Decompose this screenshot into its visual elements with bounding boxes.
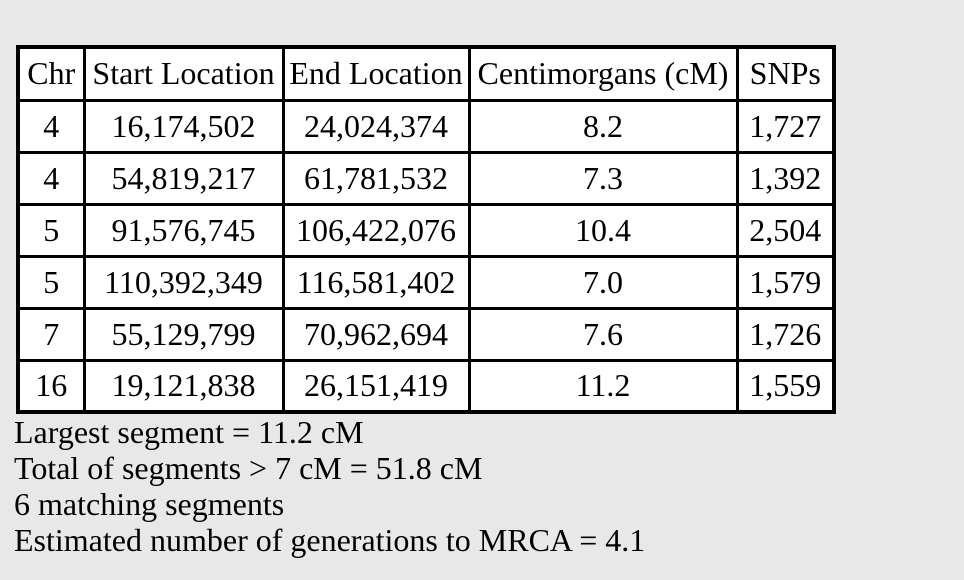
col-header-start-location: Start Location xyxy=(84,47,283,100)
cell-end: 106,422,076 xyxy=(283,204,469,256)
cell-start: 19,121,838 xyxy=(84,360,283,412)
cell-snps: 1,579 xyxy=(737,256,834,308)
cell-cm: 11.2 xyxy=(469,360,737,412)
cell-start: 55,129,799 xyxy=(84,308,283,360)
table-row xyxy=(18,256,834,308)
table-row xyxy=(18,152,834,204)
generations-mrca-line: Estimated number of generations to MRCA = 4.1 xyxy=(14,522,646,558)
cell-cm: 7.3 xyxy=(469,152,737,204)
table-row xyxy=(18,360,834,412)
matching-segments-line: 6 matching segments xyxy=(14,486,285,522)
summary-block xyxy=(14,414,645,558)
table-header-row xyxy=(18,47,834,100)
total-segments-line: Total of segments > 7 cM = 51.8 cM xyxy=(14,450,483,486)
cell-snps: 2,504 xyxy=(737,204,834,256)
cell-cm: 10.4 xyxy=(469,204,737,256)
table-row xyxy=(18,204,834,256)
cell-chr: 16 xyxy=(18,360,84,412)
cell-end: 116,581,402 xyxy=(283,256,469,308)
col-header-snps: SNPs xyxy=(737,47,834,100)
table-row xyxy=(18,100,834,152)
largest-segment-line: Largest segment = 11.2 cM xyxy=(14,414,364,450)
cell-snps: 1,726 xyxy=(737,308,834,360)
cell-end: 26,151,419 xyxy=(283,360,469,412)
cell-cm: 8.2 xyxy=(469,100,737,152)
col-header-centimorgans: Centimorgans (cM) xyxy=(469,47,737,100)
cell-chr: 4 xyxy=(18,100,84,152)
table-row xyxy=(18,308,834,360)
cell-start: 54,819,217 xyxy=(84,152,283,204)
cell-chr: 5 xyxy=(18,204,84,256)
cell-end: 70,962,694 xyxy=(283,308,469,360)
cell-snps: 1,727 xyxy=(737,100,834,152)
cell-cm: 7.0 xyxy=(469,256,737,308)
cell-snps: 1,392 xyxy=(737,152,834,204)
cell-chr: 4 xyxy=(18,152,84,204)
cell-chr: 7 xyxy=(18,308,84,360)
col-header-end-location: End Location xyxy=(283,47,469,100)
cell-start: 16,174,502 xyxy=(84,100,283,152)
cell-start: 110,392,349 xyxy=(84,256,283,308)
cell-snps: 1,559 xyxy=(737,360,834,412)
cell-end: 61,781,532 xyxy=(283,152,469,204)
cell-chr: 5 xyxy=(18,256,84,308)
cell-end: 24,024,374 xyxy=(283,100,469,152)
cell-cm: 7.6 xyxy=(469,308,737,360)
matching-segments-table xyxy=(16,45,836,414)
cell-start: 91,576,745 xyxy=(84,204,283,256)
col-header-chr: Chr xyxy=(18,47,84,100)
